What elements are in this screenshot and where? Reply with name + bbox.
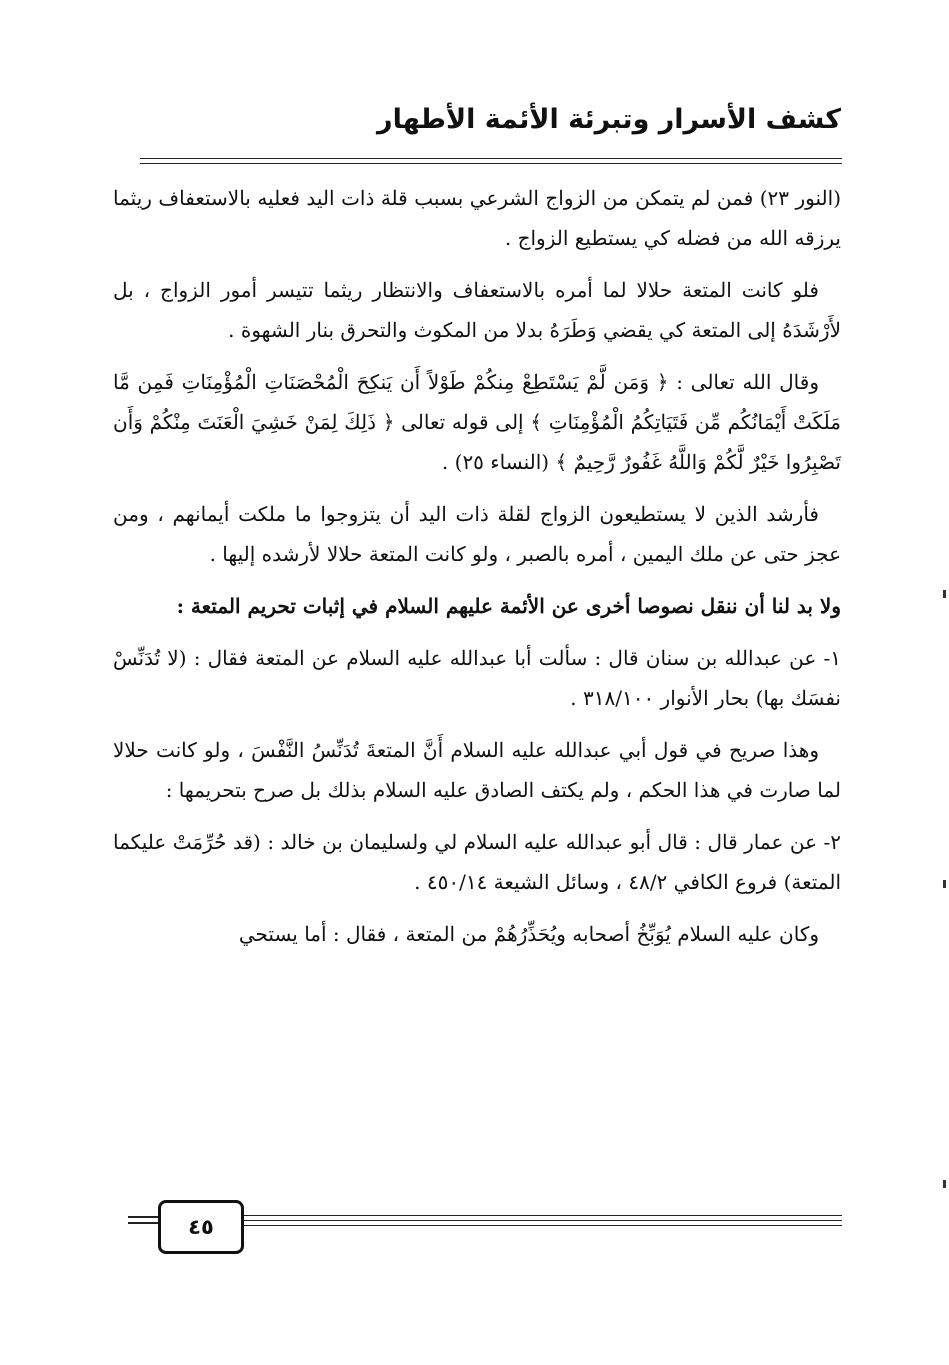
running-header: [121, 100, 841, 140]
page-body: [113, 178, 841, 966]
paragraph-8-narration-2: ٢- عن عمار قال : قال أبو عبدالله عليه السلام لي ولسليمان بن خالد : (قد حُرِّمَتْ عليكما المتعة) فروع الكافي ٤٨/٢ ، وسائل الشيعة ٤٥٠/١٤ .: [113, 830, 841, 894]
paragraph-9: وكان عليه السلام يُوَبِّخُ أصحابه ويُحَذِّرُهُمْ من المتعة ، فقال : أما يستحي: [238, 922, 819, 946]
footer-rule: [240, 1220, 842, 1221]
scan-edge-mark: [943, 1180, 946, 1188]
scan-edge-mark: [943, 880, 946, 888]
paragraph-7: وهذا صريح في قول أبي عبدالله عليه السلام أَنَّ المتعةَ تُدَنِّسُ النَّفْسَ ، ولو كانت حلالا لما صارت في هذا الحكم ، ولم يكتف الصادق عليه السلام بذلك بل صرح بتحريمها :: [113, 738, 841, 802]
scan-edge-mark: [943, 590, 946, 598]
paragraph-1: (النور ٢٣) فمن لم يتمكن من الزواج الشرعي بسبب قلة ذات اليد فعليه بالاستعفاف ريثما يرزقه الله من فضله كي يستطيع الزواج .: [113, 186, 841, 250]
paragraph-6-narration-1: ١- عن عبدالله بن سنان قال : سألت أبا عبدالله عليه السلام عن المتعة فقال : (لا تُدَنِّسْ نفسَك بها) بحار الأنوار ٣١٨/١٠٠ .: [113, 646, 841, 710]
header-double-rule: [140, 158, 842, 170]
paragraph-3-quran-verse: وقال الله تعالى : ﴿ وَمَن لَّمْ يَسْتَطِعْ مِنكُمْ طَوْلاً أَن يَنكِحَ الْمُحْصَنَاتِ الْمُؤْمِنَاتِ فَمِن مَّا مَلَكَتْ أَيْمَانُكُم مِّن فَتَيَاتِكُمُ الْمُؤْمِنَاتِ ﴾ إلى قوله تعالى ﴿ ذَلِكَ لِمَنْ خَشِيَ الْعَنَتَ مِنْكُمْ وَأَن تَصْبِرُوا خَيْرٌ لَّكُمْ وَاللَّهُ غَفُورٌ رَّحِيمٌ ﴾ (النساء ٢٥) .: [113, 370, 841, 474]
page-number-box: [158, 1200, 244, 1254]
book-title: كشف الأسرار وتبرئة الأئمة الأطهار: [377, 104, 841, 135]
paragraph-2: فلو كانت المتعة حلالا لما أمره بالاستعفاف والانتظار ريثما تتيسر أمور الزواج ، بل لأَرْشَدَهُ إلى المتعة كي يقضي وَطَرَهُ بدلا من المكوث والتحرق بنار الشهوة .: [113, 278, 841, 342]
footer-rule: [240, 1225, 842, 1226]
footer-rule-stub: [128, 1216, 160, 1218]
page-footer: [128, 1196, 842, 1260]
paragraph-4: فأرشد الذين لا يستطيعون الزواج لقلة ذات اليد أن يتزوجوا ما ملكت أيمانهم ، ومن عجز حتى عن ملك اليمين ، أمره بالصبر ، ولو كانت المتعة حلالا لأرشده إليها .: [113, 502, 841, 566]
footer-rule-stub: [128, 1222, 160, 1224]
page-number: ٤٥: [188, 1215, 214, 1239]
footer-rule: [240, 1215, 842, 1216]
paragraph-5-heading: ولا بد لنا أن ننقل نصوصا أخرى عن الأئمة عليهم السلام في إثبات تحريم المتعة :: [176, 594, 841, 618]
